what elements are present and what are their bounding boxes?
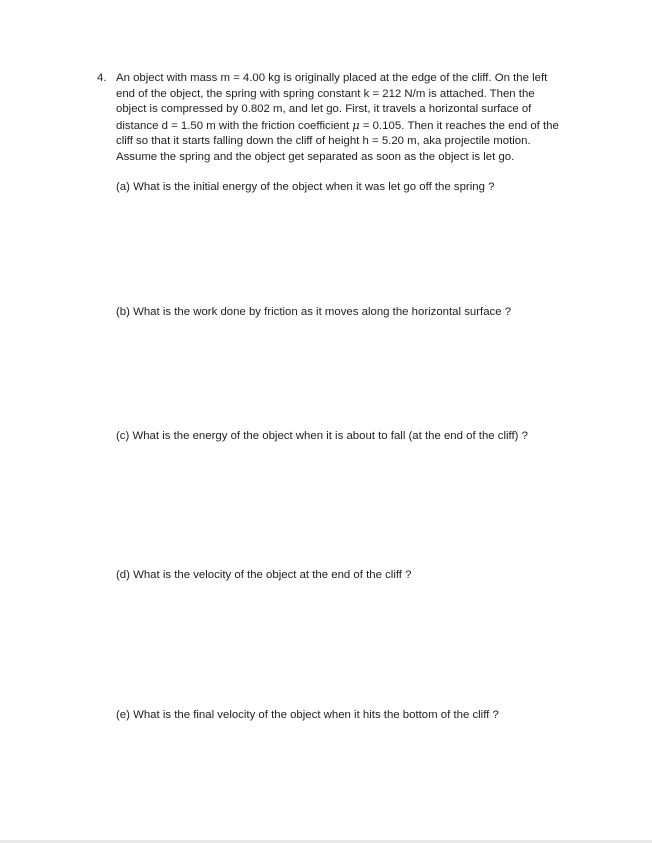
question-d: (d) What is the velocity of the object at the end of the cliff ? xyxy=(116,569,412,581)
problem-statement xyxy=(116,71,578,166)
problem-line-end: = 0.105. Then it reaches the end of the xyxy=(359,119,559,132)
problem-line: end of the object, the spring with spring constant k = 212 N/m is attached. Then the xyxy=(116,87,535,100)
question-c: (c) What is the energy of the object when it is about to fall (at the end of the cliff) ? xyxy=(116,430,528,442)
problem-line-start: distance d = 1.50 m with the friction coefficient xyxy=(116,119,350,132)
problem-line: Assume the spring and the object get separated as soon as the object is let go. xyxy=(116,150,515,163)
question-b: (b) What is the work done by friction as it moves along the horizontal surface ? xyxy=(116,306,512,318)
problem-line: cliff so that it starts falling down the cliff of height h = 5.20 m, aka projectile motion. xyxy=(116,135,531,148)
mu-symbol: μ xyxy=(352,117,360,132)
problem-line: object is compressed by 0.802 m, and let go. First, it travels a horizontal surface of xyxy=(116,103,532,116)
question-a: (a) What is the initial energy of the object when it was let go off the spring ? xyxy=(116,181,495,193)
problem-line: An object with mass m = 4.00 kg is originally placed at the edge of the cliff. On the left xyxy=(116,72,548,84)
problem-line-with-mu xyxy=(116,118,578,135)
problem-number: 4. xyxy=(97,72,107,84)
question-e: (e) What is the final velocity of the object when it hits the bottom of the cliff ? xyxy=(116,709,499,721)
